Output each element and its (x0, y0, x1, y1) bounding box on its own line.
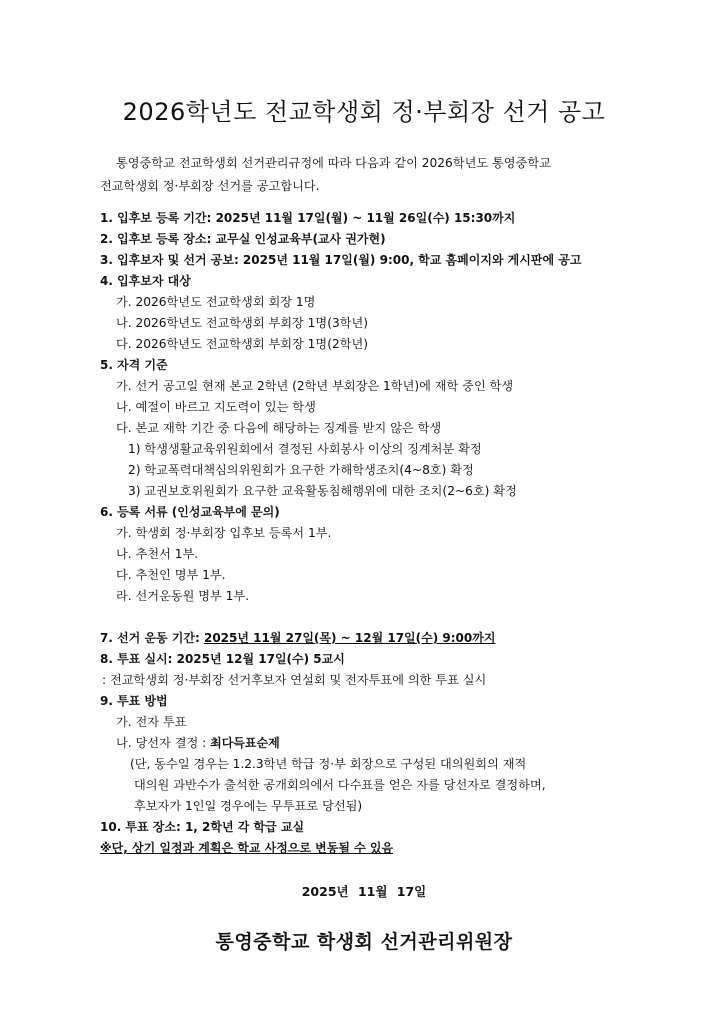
item-7-label: 7. 선거 운동 기간: (100, 631, 204, 645)
item-6d: 라. 선거운동원 명부 1부. (116, 589, 250, 603)
item-5a: 가. 선거 공고일 현재 본교 2학년 (2학년 부회장은 1학년)에 재학 중인 학생 (116, 379, 514, 393)
intro-line-1: 통영중학교 전교학생회 선거관리규정에 따라 다음과 같이 2026학년도 통영중학교 (116, 156, 551, 170)
item-6c: 다. 추천인 명부 1부. (116, 568, 226, 582)
item-5-heading: 5. 자격 기준 (100, 358, 168, 372)
item-9b-value: 최다득표순제 (210, 736, 280, 750)
item-7-campaign-period (100, 630, 495, 646)
page-title: 2026학년도 전교학생회 정·부회장 선거 공고 (122, 98, 606, 126)
item-9b-label: 나. 당선자 결정 : (116, 736, 211, 750)
item-4-heading: 4. 입후보자 대상 (100, 274, 191, 288)
item-2-registration-place: 2. 입후보 등록 장소: 교무실 인성교육부(교사 권가현) (100, 232, 386, 246)
item-8a: : 전교학생회 정·부회장 선거후보자 연설회 및 전자투표에 의한 투표 실시 (102, 673, 487, 687)
intro-paragraph (100, 152, 660, 198)
item-9b (116, 735, 280, 751)
item-5c-2: 2) 학교폭력대책심의위원회가 요구한 가해학생조치(4~8호) 확정 (128, 463, 474, 477)
item-6b: 나. 추천서 1부. (116, 547, 199, 561)
item-3-candidate-announcement: 3. 입후보자 및 선거 공보: 2025년 11월 17일(월) 9:00, 학교 홈페이지와 게시판에 공고 (100, 253, 582, 267)
item-6-heading: 6. 등록 서류 (인성교육부에 문의) (100, 505, 280, 519)
item-5c-3: 3) 교권보호위원회가 요구한 교육활동침해행위에 대한 조치(2~6호) 확정 (128, 484, 517, 498)
item-4c: 다. 2026학년도 전교학생회 부회장 1명(2학년) (116, 337, 369, 351)
item-4a: 가. 2026학년도 전교학생회 회장 1명 (116, 295, 316, 309)
item-9b-note-2: 대의원 과반수가 출석한 공개회의에서 다수표를 얻은 자를 당선자로 결정하며, (134, 778, 546, 792)
item-9-heading: 9. 투표 방법 (100, 694, 168, 708)
item-4b: 나. 2026학년도 전교학생회 부회장 1명(3학년) (116, 316, 369, 330)
item-1-registration-period: 1. 입후보 등록 기간: 2025년 11월 17일(월) ~ 11월 26일(수) 15:30까지 (100, 211, 516, 225)
notice-date: 2025년 11월 17일 (301, 884, 427, 899)
item-9b-note-3: 후보자가 1인일 경우에는 무투표로 당선됨) (134, 799, 363, 813)
item-6a: 가. 학생회 정·부회장 입후보 등록서 1부. (116, 526, 332, 540)
item-8-voting: 8. 투표 실시: 2025년 12월 17일(수) 5교시 (100, 652, 345, 666)
signature-line: 통영중학교 학생회 선거관리위원장 (215, 931, 513, 953)
item-7-value: 2025년 11월 27일(목) ~ 12월 17일(수) 9:00까지 (203, 631, 496, 645)
item-5b: 나. 예절이 바르고 지도력이 있는 학생 (116, 400, 316, 414)
schedule-change-note: ※단, 상기 일정과 계획은 학교 사정으로 변동될 수 있음 (100, 841, 394, 855)
item-9b-note-1: (단, 동수일 경우는 1.2.3학년 학급 정·부 회장으로 구성된 대의원회의 재적 (130, 757, 527, 771)
intro-line-2: 전교학생회 정·부회장 선거를 공고합니다. (100, 179, 320, 193)
item-5c-1: 1) 학생생활교육위원회에서 결정된 사회봉사 이상의 징계처분 확정 (128, 442, 482, 456)
item-9a: 가. 전자 투표 (116, 715, 187, 729)
item-10-voting-place: 10. 투표 장소: 1, 2학년 각 학급 교실 (100, 820, 305, 834)
item-5c: 다. 본교 재학 기간 중 다음에 해당하는 징계를 받지 않은 학생 (116, 421, 442, 435)
